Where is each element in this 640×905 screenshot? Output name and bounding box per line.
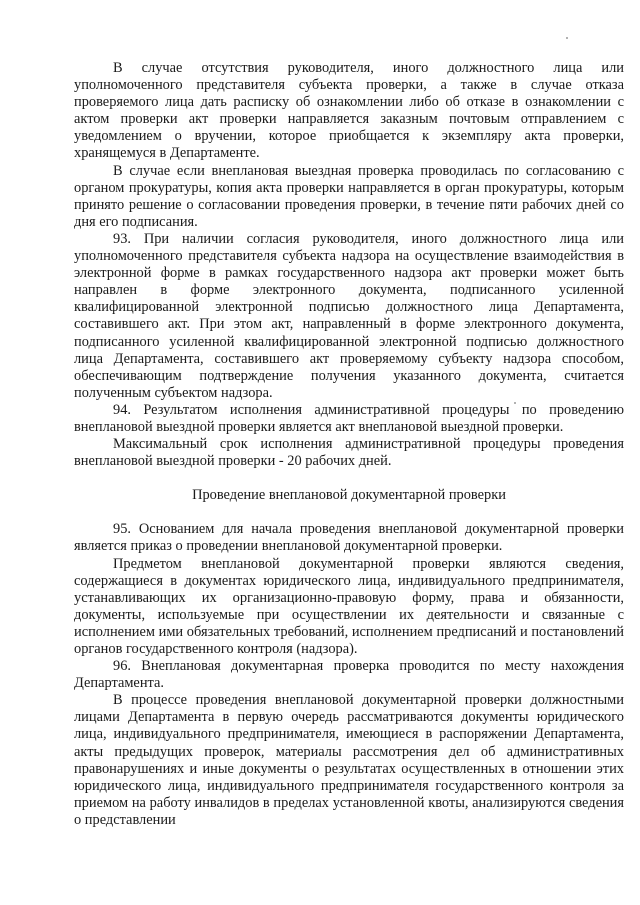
paragraph-absence-of-head: В случае отсутствия руководителя, иного должностного лица или уполномоченного представителя субъекта проверки, а также в случае отказа проверяемого лица дать расписку об ознакомлении либо об отказе в ознакомлении с актом проверки акт проверки направляется заказным почтовым отправлением с уведомлением о вручении, которое приобщается к экземпляру акта проверки, хранящемуся в Департаменте.: [74, 60, 624, 162]
paragraph-max-term: Максимальный срок исполнения административной процедуры проведения внеплановой выездной проверки - 20 рабочих дней.: [74, 436, 624, 470]
paragraph-94: 94. Результатом исполнения административной процедуры по проведению внеплановой выездной проверки является акт внеплановой выездной проверки.: [74, 401, 624, 435]
paragraph-95: 95. Основанием для начала проведения внеплановой документарной проверки является приказ о проведении внеплановой документарной проверки.: [74, 521, 624, 555]
paragraph-96: 96. Внеплановая документарная проверка проводится по месту нахождения Департамента.: [74, 658, 624, 692]
document-body: [74, 60, 624, 829]
paragraph-93: 93. При наличии согласия руководителя, иного должностного лица или уполномоченного представителя субъекта надзора на осуществление взаимодействия в электронной форме в рамках государственного надзора акт проверки может быть направлен в форме электронного документа, подписанного усиленной квалифицированной электронной подписью должностного лица Департамента, составившего акт. При этом акт, направленный в форме электронного документа, подписанного усиленной квалифицированной электронной подписью должностного лица Департамента, составившего акт проверяемому субъекту надзора способом, обеспечивающим подтверждение получения указанного документа, считается полученным субъектом надзора.: [74, 230, 624, 401]
scan-speck: [566, 37, 568, 39]
section-heading: Проведение внеплановой документарной проверки: [192, 487, 506, 504]
paragraph-subject-of-inspection: Предметом внеплановой документарной проверки являются сведения, содержащиеся в документах юридического лица, индивидуального предпринимателя, устанавливающих их организационно-правовую форму, права и обязанности, документы, используемые при осуществлении их деятельности и связанные с исполнением ими обязательных требований, исполнением предписаний и постановлений органов государственного контроля (надзора).: [74, 555, 624, 657]
paragraph-prosecutor-agreement: В случае если внеплановая выездная проверка проводилась по согласованию с органом прокуратуры, копия акта проверки направляется в орган прокуратуры, которым принято решение о согласовании проведения проверки, в течение пяти рабочих дней со дня его подписания.: [74, 162, 624, 230]
paragraph-inspection-process: В процессе проведения внеплановой документарной проверки должностными лицами Департамента в первую очередь рассматриваются документы юридического лица, индивидуального предпринимателя, имеющиеся в распоряжении Департамента, акты предыдущих проверок, материалы рассмотрения дел об административных правонарушениях и иные документы о результатах осуществленных в отношении этих юридического лица, индивидуального предпринимателя государственного контроля за приемом на работу инвалидов в пределах установленной квоты, анализируются сведения о представлении: [74, 692, 624, 828]
